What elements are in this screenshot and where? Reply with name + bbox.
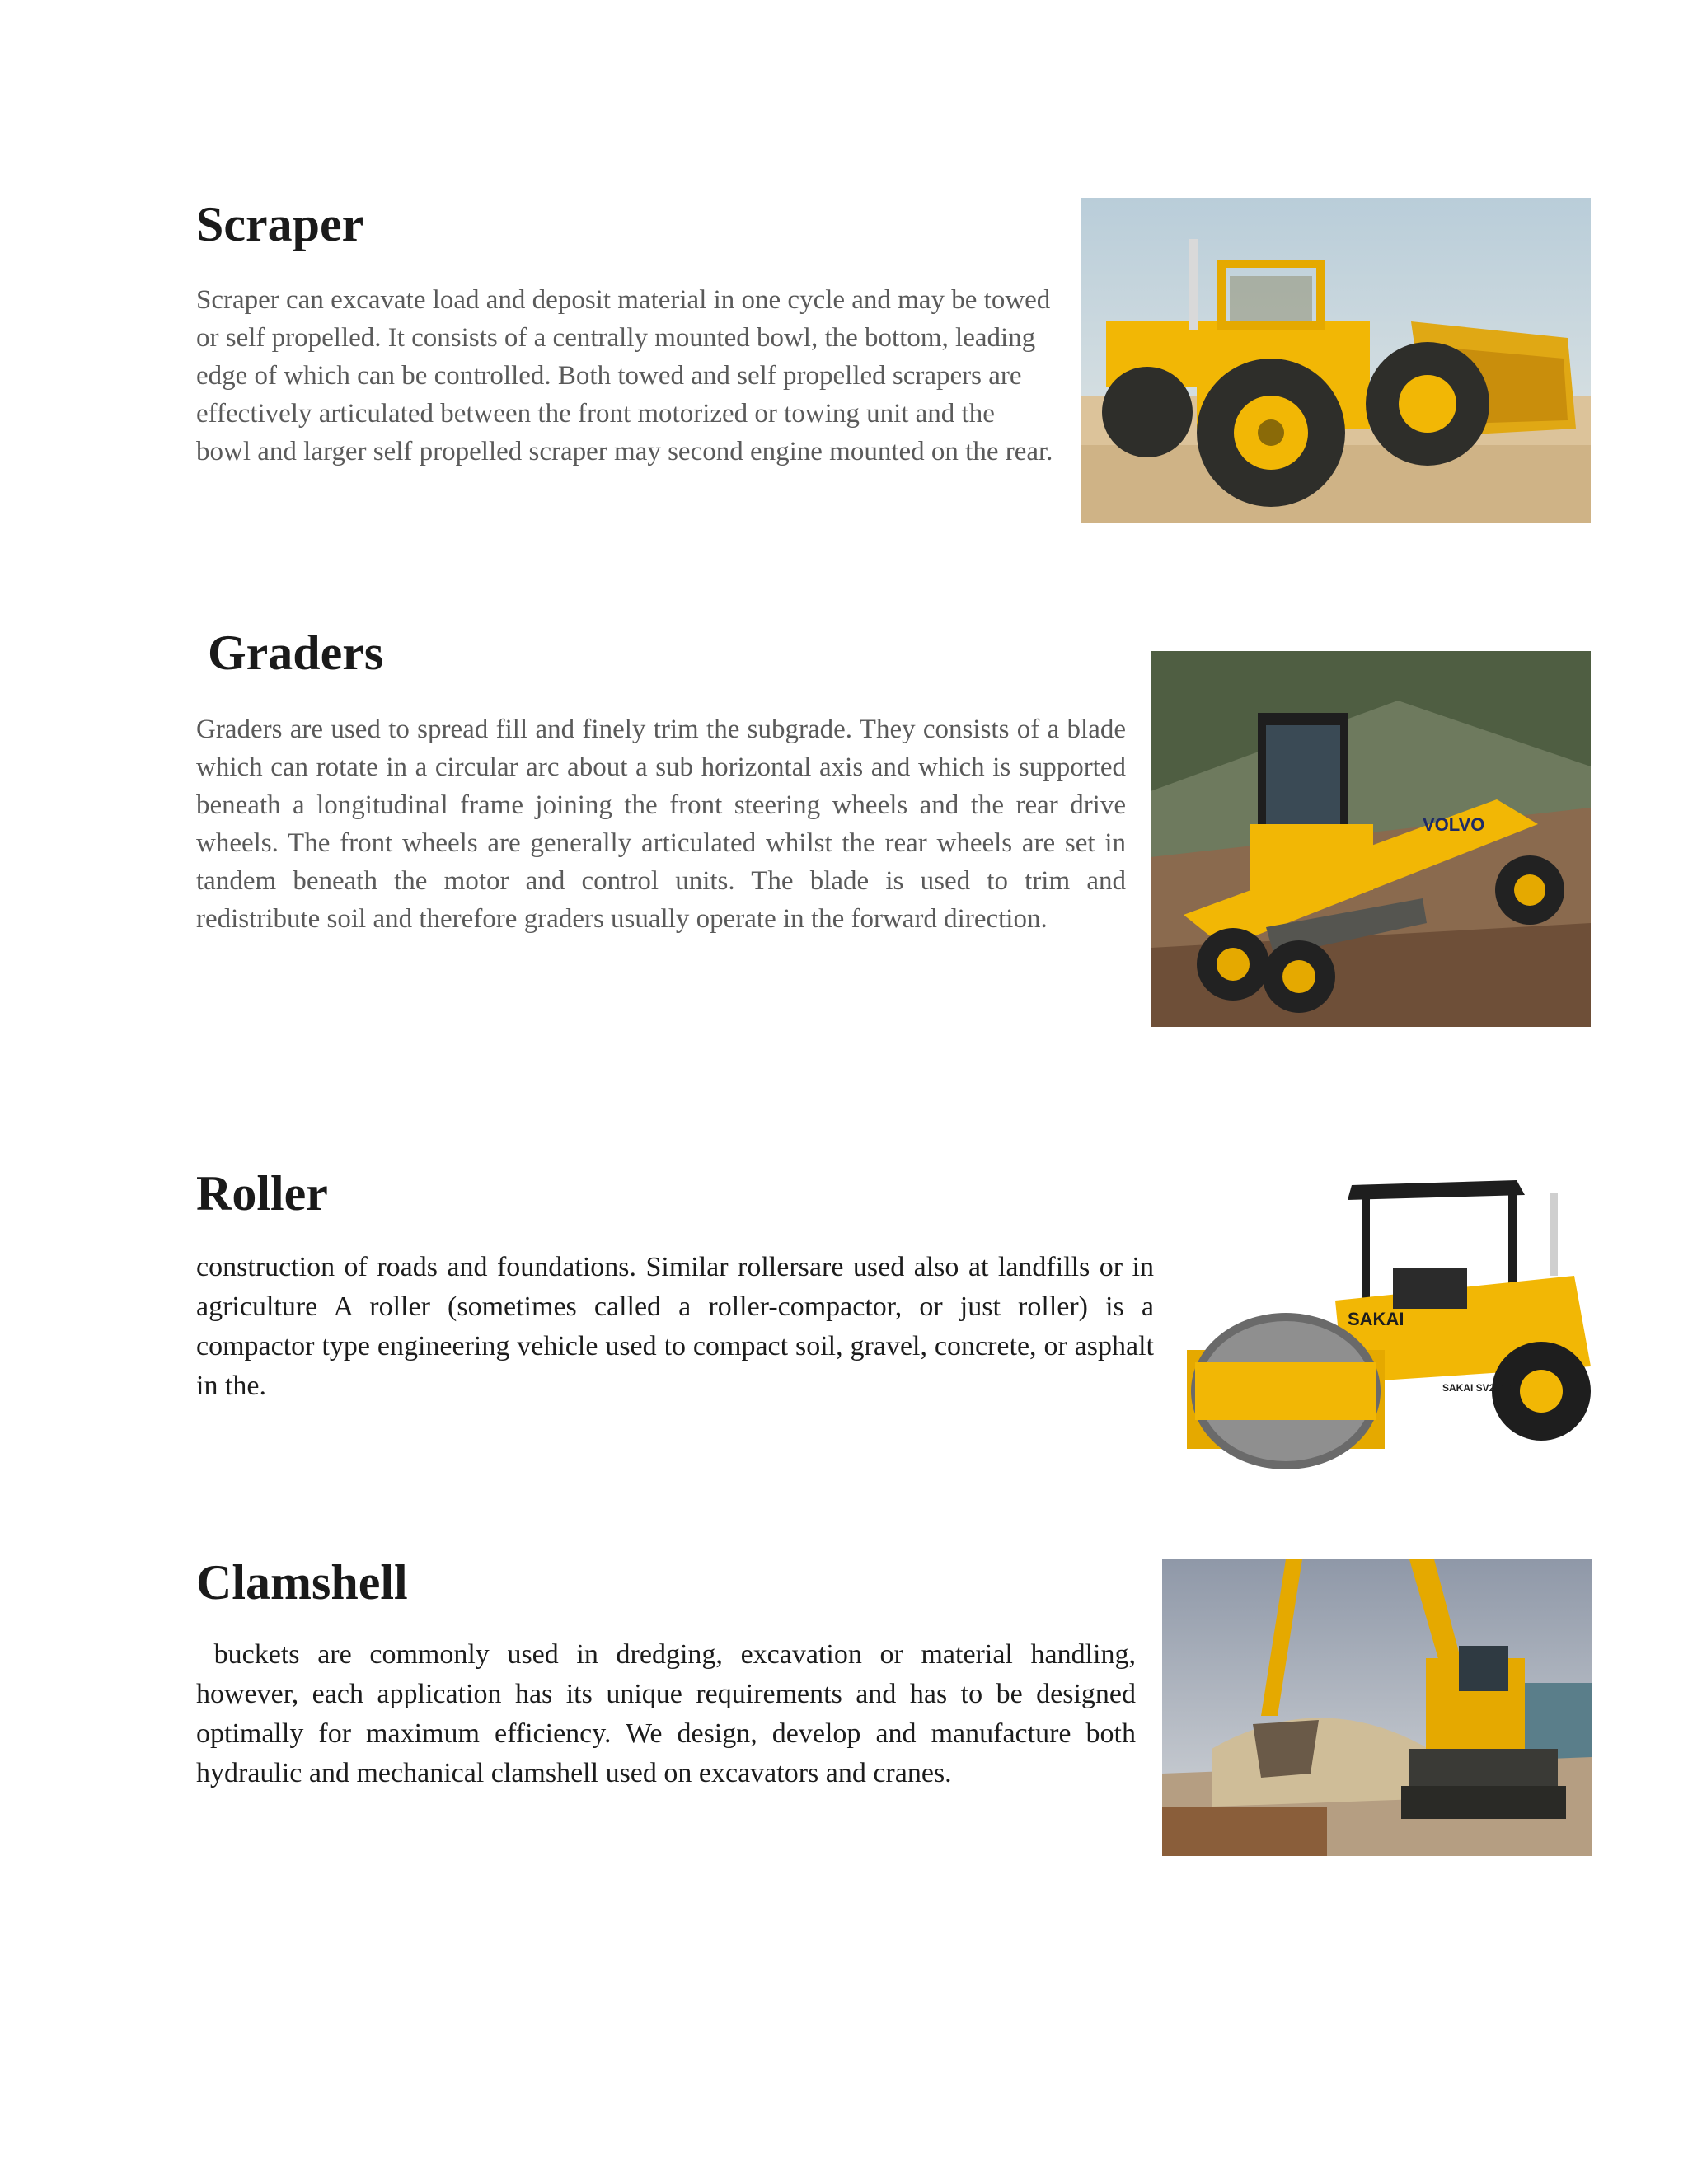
section-title-scraper: Scraper [196,197,364,251]
roller-brand-text: SAKAI [1348,1309,1404,1329]
section-title-roller: Roller [196,1166,328,1221]
roller-photo [1179,1169,1607,1470]
grader-photo [1151,651,1591,1027]
grader-brand-text: VOLVO [1423,814,1485,835]
scraper-photo [1081,198,1591,523]
section-title-clamshell: Clamshell [196,1555,408,1610]
clamshell-excavator-photo [1162,1559,1592,1856]
section-text-scraper: Scraper can excavate load and deposit material in one cycle and may be towed or self propelled. It consists of a centrally mounted bowl, the bottom, leading edge of which can be controlled. Both towed and self propelled scrapers are effectively articulated between the front motorized or towing unit and the bowl and larger self propelled scraper may second engine mounted on the rear. [196,285,1053,466]
section-text-clamshell: buckets are commonly used in dredging, excavation or material handling, however, each application has its unique requirements and has to be designed optimally for maximum efficiency. We design, develop and manufacture both hydraulic and mechanical clamshell used on excavators and cranes. [196,1639,1143,1788]
section-text-roller: construction of roads and foundations. Similar rollersare used also at landfills or in agriculture A roller (sometimes called a roller-compactor, or just roller) is a compactor type engineering vehicle used to compact soil, gravel, concrete, or asphalt in the. [196,1252,1154,1401]
roller-model-text: SAKAI SV201D [1442,1382,1513,1394]
section-title-graders: Graders [208,626,384,680]
section-text-graders: Graders are used to spread fill and finely trim the subgrade. They consists of a blade which can rotate in a circular arc about a sub horizontal axis and which is supported beneath a longitudinal frame joining the front steering wheels and the rear drive wheels. The front wheels are generally articulated whilst the rear wheels are set in tandem beneath the motor and control units. The blade is used to trim and redistribute soil and therefore graders usually operate in the forward direction. [196,715,1126,934]
